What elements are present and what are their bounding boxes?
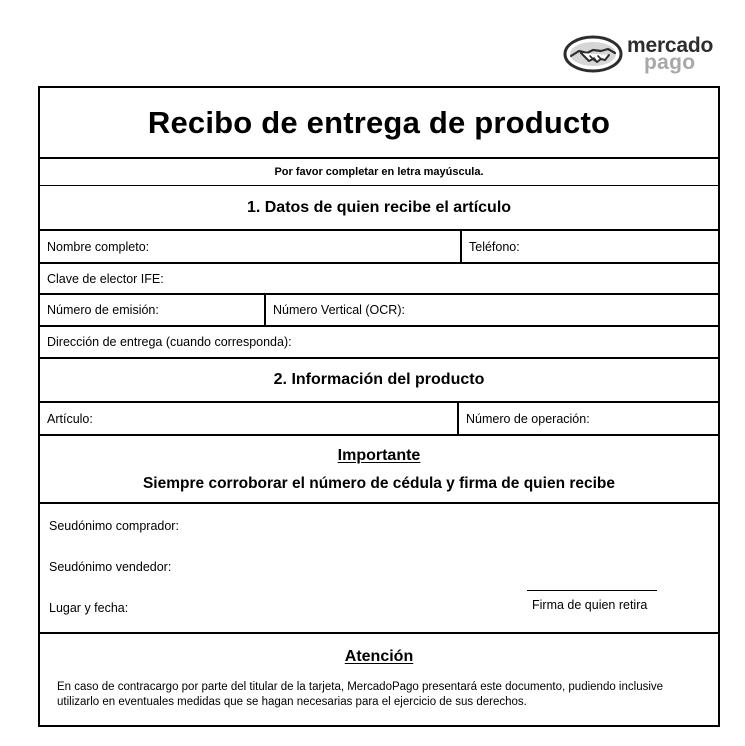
section-2-heading: 2. Información del producto [40, 359, 718, 403]
field-direccion-entrega[interactable] [40, 327, 718, 357]
form-title: Recibo de entrega de producto [40, 88, 718, 159]
label-nombre-completo: Nombre completo: [47, 239, 150, 254]
atencion-heading: Atención [344, 648, 414, 665]
importante-text: Siempre corroborar el número de cédula y firma de quien recibe [142, 475, 616, 492]
logo-word-mercado: mercado [627, 34, 714, 57]
field-clave-elector[interactable] [40, 264, 718, 293]
logo-word-pago: pago [644, 51, 696, 74]
field-telefono[interactable] [462, 231, 718, 262]
row-nombre-telefono [40, 231, 718, 264]
field-articulo[interactable] [40, 403, 457, 434]
label-direccion-entrega: Dirección de entrega (cuando corresponda): [47, 335, 292, 349]
label-telefono: Teléfono: [469, 239, 520, 254]
handshake-icon [563, 32, 623, 76]
signature-line[interactable] [527, 590, 657, 591]
label-seudonimo-comprador: Seudónimo comprador: [49, 519, 179, 533]
importante-block [40, 436, 718, 504]
mercadopago-logo [563, 32, 723, 76]
field-nombre-completo[interactable] [40, 231, 460, 262]
form-note: Por favor completar en letra mayúscula. [40, 159, 718, 186]
info-block [40, 504, 718, 634]
label-firma: Firma de quien retira [532, 598, 648, 612]
row-emision-ocr [40, 295, 718, 327]
label-articulo: Artículo: [47, 411, 93, 426]
label-numero-ocr: Número Vertical (OCR): [273, 303, 405, 317]
label-numero-emision: Número de emisión: [47, 303, 159, 317]
row-direccion [40, 327, 718, 359]
atencion-text: En caso de contracargo por parte del titular de la tarjeta, MercadoPago presentará este documento, pudiendo inclusive utilizarlo en eventuales medidas que se hagan necesarias para el ejercicio de sus derechos. [57, 681, 664, 708]
label-numero-operacion: Número de operación: [466, 411, 590, 426]
field-numero-ocr[interactable] [266, 295, 718, 325]
section-1-heading: 1. Datos de quien recibe el artículo [40, 186, 718, 231]
importante-heading: Importante [337, 447, 421, 464]
label-lugar-fecha: Lugar y fecha: [49, 601, 129, 615]
row-articulo-operacion [40, 403, 718, 436]
label-clave-elector: Clave de elector IFE: [47, 271, 164, 286]
atencion-block [40, 634, 718, 725]
receipt-form [38, 86, 720, 727]
row-clave-elector [40, 264, 718, 295]
label-seudonimo-vendedor: Seudónimo vendedor: [49, 560, 172, 574]
field-numero-emision[interactable] [40, 295, 264, 325]
field-numero-operacion[interactable] [459, 403, 718, 434]
